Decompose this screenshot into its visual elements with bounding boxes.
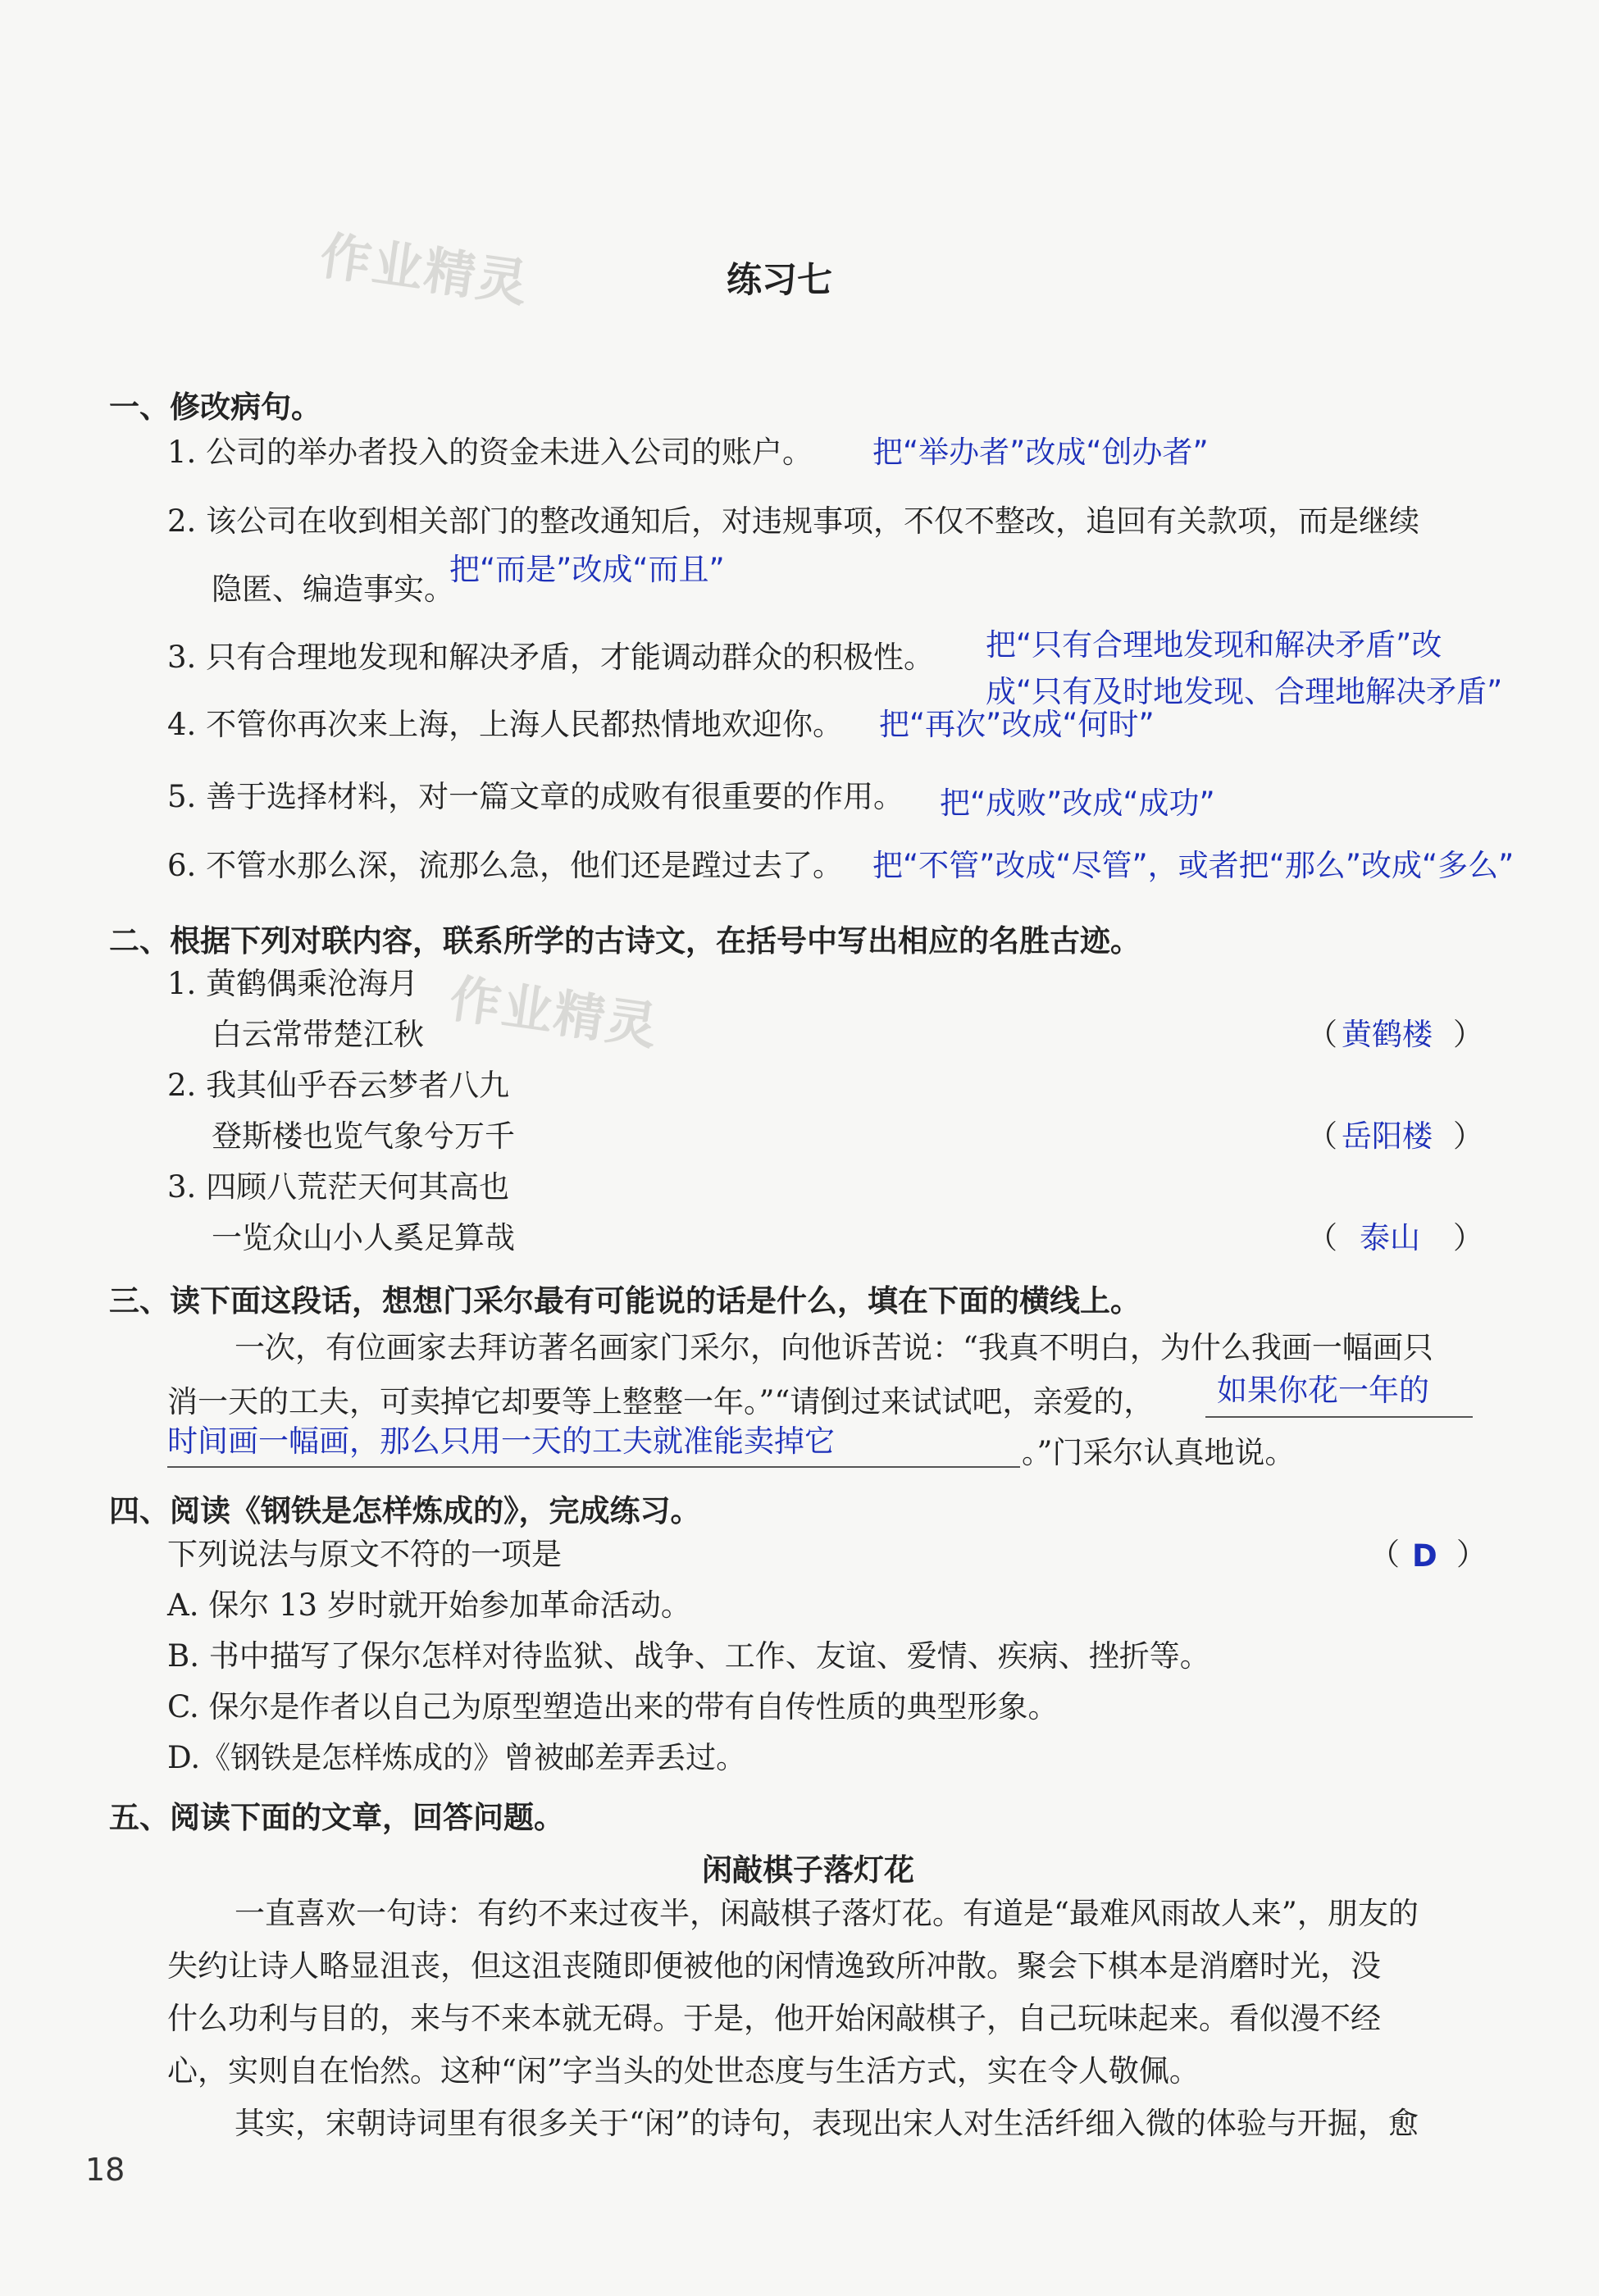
section-2-heading: 二、根据下列对联内容，联系所学的古诗文，在括号中写出相应的名胜古迹。 <box>109 923 1141 959</box>
bracket-close: ） <box>1453 1220 1483 1255</box>
s1-answer-6: 把“不管”改成“尽管”，或者把“那么”改成“多么” <box>872 848 1515 883</box>
section-5-heading: 五、阅读下面的文章，回答问题。 <box>109 1800 564 1835</box>
section-1-heading: 一、修改病句。 <box>109 390 321 425</box>
s3-text-line2: 消一天的工夫，可卖掉它却要等上整整一年。”“请倒过来试试吧，亲爱的， <box>167 1384 1155 1419</box>
s3-text-line1: 一次，有位画家去拜访著名画家门采尔，向他诉苦说：“我真不明白，为什么我画一幅画只 <box>235 1330 1433 1365</box>
article-title: 闲敲棋子落灯花 <box>702 1852 914 1888</box>
s1-item-6: 6. 不管水那么深，流那么急，他们还是蹚过去了。 <box>167 848 844 883</box>
bracket-open: （ <box>1369 1537 1400 1572</box>
s1-answer-2: 把“而是”改成“而且” <box>449 552 725 587</box>
s1-answer-3: 把“只有合理地发现和解决矛盾”改 <box>986 627 1442 663</box>
s2-item-3-line1: 3. 四顾八荒茫天何其高也 <box>167 1169 510 1205</box>
bracket-open: （ <box>1307 1017 1337 1052</box>
s1-item-2-cont: 隐匿、编造事实。 <box>212 572 454 607</box>
answer-blank-line <box>167 1466 1020 1468</box>
s1-answer-4: 把“再次”改成“何时” <box>879 707 1155 742</box>
s2-item-1-line1: 1. 黄鹤偶乘沧海月 <box>167 966 419 1001</box>
article-line: 什么功利与目的，来与不来本就无碍。于是，他开始闲敲棋子，自己玩味起来。看似漫不经 <box>167 2001 1381 2036</box>
page-title: 练习七 <box>727 260 832 301</box>
s2-answer-1: 黄鹤楼 <box>1342 1017 1433 1052</box>
page-number: 18 <box>85 2152 125 2188</box>
s1-item-2: 2. 该公司在收到相关部门的整改通知后，对违规事项，不仅不整改，追回有关款项，而是继续 <box>167 503 1420 539</box>
s3-text-line3: 。”门采尔认真地说。 <box>1022 1435 1296 1470</box>
watermark: 作业精灵 <box>317 225 533 314</box>
s4-answer: D <box>1412 1538 1437 1574</box>
bracket-close: ） <box>1456 1537 1487 1572</box>
s4-option-a: A. 保尔 13 岁时就开始参加革命活动。 <box>167 1588 691 1623</box>
s1-answer-1: 把“举办者”改成“创办者” <box>872 435 1209 470</box>
section-4-heading: 四、阅读《钢铁是怎样炼成的》，完成练习。 <box>109 1493 701 1528</box>
s3-answer-2: 时间画一幅画，那么只用一天的工夫就准能卖掉它 <box>167 1424 835 1459</box>
s2-answer-3: 泰山 <box>1360 1220 1420 1255</box>
bracket-close: ） <box>1453 1118 1483 1154</box>
s2-item-2-line1: 2. 我其仙乎吞云梦者八九 <box>167 1068 510 1103</box>
s1-item-4: 4. 不管你再次来上海，上海人民都热情地欢迎你。 <box>167 707 844 742</box>
article-line: 一直喜欢一句诗：有约不来过夜半，闲敲棋子落灯花。有道是“最难风雨故人来”，朋友的 <box>235 1896 1419 1931</box>
s1-item-5: 5. 善于选择材料，对一篇文章的成败有很重要的作用。 <box>167 779 904 814</box>
s4-option-d: D.《钢铁是怎样炼成的》曾被邮差弄丢过。 <box>167 1740 747 1775</box>
s2-item-3-line2: 一览众山小人奚足算哉 <box>212 1220 515 1255</box>
answer-blank-line <box>1205 1416 1473 1418</box>
s4-option-b: B. 书中描写了保尔怎样对待监狱、战争、工作、友谊、爱情、疾病、挫折等。 <box>167 1638 1210 1674</box>
s2-answer-2: 岳阳楼 <box>1342 1118 1433 1154</box>
section-3-heading: 三、读下面这段话，想想门采尔最有可能说的话是什么，填在下面的横线上。 <box>109 1283 1141 1319</box>
s4-question: 下列说法与原文不符的一项是 <box>167 1537 562 1572</box>
watermark: 作业精灵 <box>446 968 663 1057</box>
s3-answer-1: 如果你花一年的 <box>1217 1373 1429 1408</box>
s2-item-2-line2: 登斯楼也览气象兮万千 <box>212 1118 515 1154</box>
s1-answer-5: 把“成败”改成“成功” <box>940 786 1215 821</box>
article-line: 心，实则自在怡然。这种“闲”字当头的处世态度与生活方式，实在令人敬佩。 <box>167 2053 1200 2089</box>
s2-item-1-line2: 白云常带楚江秋 <box>212 1017 424 1052</box>
bracket-close: ） <box>1453 1017 1483 1052</box>
bracket-open: （ <box>1307 1118 1337 1154</box>
s1-item-1: 1. 公司的举办者投入的资金未进入公司的账户。 <box>167 435 813 470</box>
s4-option-c: C. 保尔是作者以自己为原型塑造出来的带有自传性质的典型形象。 <box>167 1689 1059 1724</box>
article-line: 失约让诗人略显沮丧，但这沮丧随即便被他的闲情逸致所冲散。聚会下棋本是消磨时光，没 <box>167 1948 1381 1984</box>
s1-item-3: 3. 只有合理地发现和解决矛盾，才能调动群众的积极性。 <box>167 640 935 675</box>
article-line: 其实，宋朝诗词里有很多关于“闲”的诗句，表现出宋人对生活纤细入微的体验与开掘，愈 <box>235 2106 1419 2141</box>
bracket-open: （ <box>1307 1220 1337 1255</box>
s1-answer-3-cont: 成“只有及时地发现、合理地解决矛盾” <box>986 674 1503 709</box>
